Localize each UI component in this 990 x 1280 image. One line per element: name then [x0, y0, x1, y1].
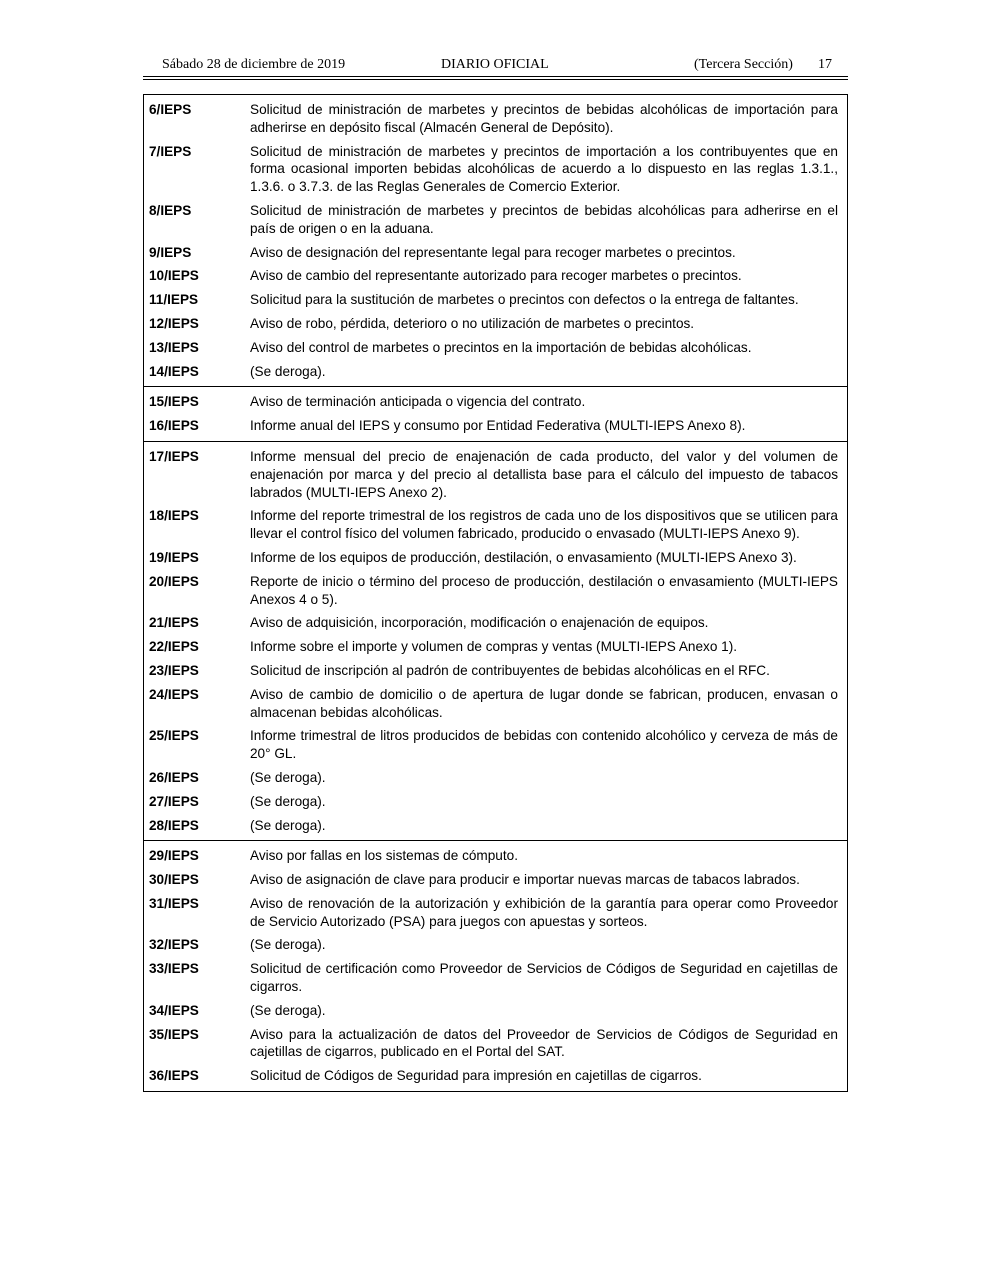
procedure-description: Solicitud de Códigos de Seguridad para impresión en cajetillas de cigarros.	[250, 1068, 702, 1084]
procedure-code: 9/IEPS	[149, 244, 192, 260]
procedure-code: 6/IEPS	[149, 102, 192, 117]
procedure-description: Reporte de inicio o término del proceso de producción, destilación o envasamiento (MULTI-IEPS Anexos 4 o 5).	[250, 573, 838, 607]
procedure-description: Aviso de asignación de clave para producir e importar nuevas marcas de tabacos labrados.	[250, 872, 800, 888]
procedure-code: 28/IEPS	[149, 817, 199, 833]
procedure-code: 19/IEPS	[149, 549, 199, 565]
table-row	[144, 417, 847, 435]
table-row	[144, 727, 847, 763]
ieps-procedures-table	[143, 94, 848, 1092]
table-row	[144, 847, 847, 865]
procedure-code: 36/IEPS	[149, 1068, 199, 1084]
page-header	[160, 57, 832, 77]
procedure-description: Aviso de renovación de la autorización y exhibición de la garantía para operar como Proveedor de Servicio Autorizado (PSA) para juegos con apuestas y sorteos.	[250, 895, 838, 929]
table-row	[144, 638, 847, 656]
procedure-description: Aviso de adquisición, incorporación, modificación o enajenación de equipos.	[250, 615, 709, 631]
procedure-description: Informe mensual del precio de enajenación de cada producto, del valor y del volumen de enajenación por marca y del precio al detallista base para el cálculo del impuesto de tabacos labrados (MULTI-IEPS Anexo 2).	[250, 448, 838, 500]
procedure-code: 8/IEPS	[149, 202, 192, 218]
procedure-description: Informe trimestral de litros producidos de bebidas con contenido alcohólico y cerveza de más de 20° GL.	[250, 728, 838, 762]
table-row	[144, 202, 847, 238]
procedure-code: 11/IEPS	[149, 292, 199, 308]
table-row	[144, 573, 847, 609]
procedure-code: 23/IEPS	[149, 662, 199, 678]
table-row	[144, 363, 847, 381]
table-row	[144, 793, 847, 811]
procedure-code: 32/IEPS	[149, 937, 199, 953]
table-group	[144, 441, 847, 840]
procedure-code: 25/IEPS	[149, 728, 199, 744]
procedure-code: 14/IEPS	[149, 363, 199, 379]
table-row	[144, 448, 847, 501]
procedure-description: Aviso de cambio del representante autorizado para recoger marbetes o precintos.	[250, 268, 742, 284]
procedure-description: Informe sobre el importe y volumen de compras y ventas (MULTI-IEPS Anexo 1).	[250, 639, 738, 655]
procedure-description: Aviso por fallas en los sistemas de cómputo.	[250, 848, 518, 864]
procedure-description: (Se deroga).	[250, 793, 326, 809]
procedure-description: (Se deroga).	[250, 817, 326, 833]
procedure-code: 30/IEPS	[149, 872, 199, 888]
header-rule-bottom	[143, 79, 848, 80]
table-row	[144, 339, 847, 357]
table-row	[144, 769, 847, 787]
procedure-code: 7/IEPS	[149, 143, 192, 159]
procedure-description: Informe anual del IEPS y consumo por Entidad Federativa (MULTI-IEPS Anexo 8).	[250, 418, 746, 434]
table-row	[144, 244, 847, 262]
procedure-code: 26/IEPS	[149, 769, 199, 785]
table-row	[144, 315, 847, 333]
table-row	[144, 1067, 847, 1085]
procedure-code: 22/IEPS	[149, 639, 199, 655]
procedure-description: Solicitud de ministración de marbetes y precintos de bebidas alcohólicas para adherirse en el país de origen o en la aduana.	[250, 202, 838, 236]
header-publication-title: DIARIO OFICIAL	[441, 57, 549, 72]
procedure-description: Solicitud para la sustitución de marbetes o precintos con defectos o la entrega de faltantes.	[250, 292, 799, 308]
procedure-description: Aviso de designación del representante legal para recoger marbetes o precintos.	[250, 244, 736, 260]
procedure-code: 13/IEPS	[149, 339, 199, 355]
procedure-description: (Se deroga).	[250, 363, 326, 379]
table-row	[144, 960, 847, 996]
procedure-code: 20/IEPS	[149, 573, 199, 589]
table-row	[144, 686, 847, 722]
procedure-code: 24/IEPS	[149, 686, 199, 702]
procedure-code: 18/IEPS	[149, 508, 199, 524]
table-row	[144, 936, 847, 954]
table-row	[144, 549, 847, 567]
procedure-description: Solicitud de ministración de marbetes y precintos de bebidas alcohólicas de importación para adherirse en depósito fiscal (Almacén General de Depósito).	[250, 102, 838, 135]
procedure-code: 10/IEPS	[149, 268, 199, 284]
table-row	[144, 267, 847, 285]
table-group	[144, 101, 847, 386]
procedure-description: (Se deroga).	[250, 1002, 326, 1018]
procedure-description: Aviso del control de marbetes o precintos en la importación de bebidas alcohólicas.	[250, 339, 752, 355]
procedure-description: Solicitud de inscripción al padrón de contribuyentes de bebidas alcohólicas en el RFC.	[250, 662, 770, 678]
table-group	[144, 840, 847, 1091]
procedure-code: 33/IEPS	[149, 961, 199, 977]
table-row	[144, 662, 847, 680]
table-row	[144, 507, 847, 543]
header-date: Sábado 28 de diciembre de 2019	[162, 57, 346, 72]
procedure-description: Solicitud de certificación como Proveedor de Servicios de Códigos de Seguridad en cajetillas de cigarros.	[250, 961, 838, 995]
procedure-description: (Se deroga).	[250, 937, 326, 953]
procedure-description: Informe del reporte trimestral de los registros de cada uno de los dispositivos que se utilicen para llevar el control físico del volumen fabricado, producido o envasado (MULTI-IEPS Anexo 9).	[250, 508, 838, 542]
table-row	[144, 614, 847, 632]
table-row	[144, 895, 847, 931]
procedure-code: 35/IEPS	[149, 1026, 199, 1042]
procedure-code: 16/IEPS	[149, 418, 199, 434]
table-row	[144, 393, 847, 411]
procedure-description: Solicitud de ministración de marbetes y precintos de importación a los contribuyentes que en forma ocasional importen bebidas alcohólicas de acuerdo a lo dispuesto en las reglas 1.3.1., 1.3.6. o 3.7.3. de las Reglas Generales de Comercio Exterior.	[250, 143, 838, 195]
table-row	[144, 143, 847, 196]
procedure-description: Informe de los equipos de producción, destilación, o envasamiento (MULTI-IEPS Anexo 3).	[250, 549, 797, 565]
header-rule-top	[143, 76, 848, 77]
table-row	[144, 817, 847, 835]
procedure-code: 29/IEPS	[149, 848, 199, 864]
procedure-description: (Se deroga).	[250, 769, 326, 785]
table-row	[144, 1002, 847, 1020]
procedure-code: 31/IEPS	[149, 895, 199, 911]
table-row	[144, 291, 847, 309]
procedure-code: 17/IEPS	[149, 448, 199, 464]
procedure-description: Aviso para la actualización de datos del Proveedor de Servicios de Códigos de Seguridad en cajetillas de cigarros, publicado en el Portal del SAT.	[250, 1026, 838, 1060]
procedure-description: Aviso de terminación anticipada o vigencia del contrato.	[250, 394, 586, 410]
procedure-code: 34/IEPS	[149, 1002, 199, 1018]
header-page-number: 17	[818, 57, 832, 72]
header-section: (Tercera Sección)	[694, 57, 793, 72]
procedure-code: 12/IEPS	[149, 315, 199, 331]
procedure-code: 21/IEPS	[149, 615, 199, 631]
table-row	[144, 1026, 847, 1062]
procedure-code: 15/IEPS	[149, 394, 199, 410]
procedure-description: Aviso de cambio de domicilio o de apertura de lugar donde se fabrican, producen, envasan o almacenan bebidas alcohólicas.	[250, 686, 838, 720]
table-row	[144, 871, 847, 889]
procedure-code: 27/IEPS	[149, 793, 199, 809]
table-group	[144, 386, 847, 441]
procedure-description: Aviso de robo, pérdida, deterioro o no utilización de marbetes o precintos.	[250, 315, 695, 331]
table-row	[144, 101, 847, 137]
